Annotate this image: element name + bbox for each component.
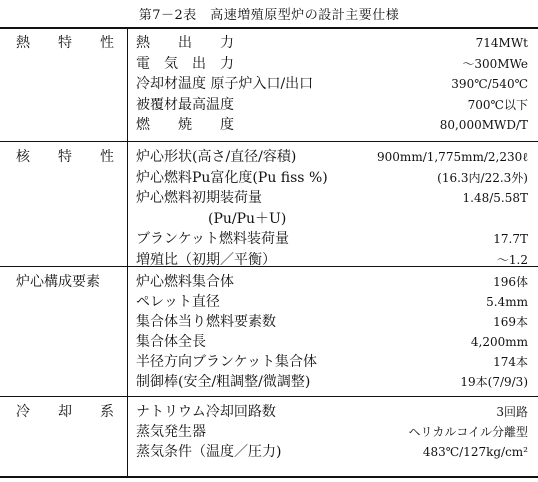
row-value: 3回路	[496, 405, 528, 419]
row-value: 17.7T	[493, 232, 528, 246]
row-item: 炉心燃料集合体	[136, 274, 234, 290]
row-value: 700℃以下	[467, 97, 528, 112]
row-item: 集合体当り燃料要素数	[136, 314, 276, 330]
table-row	[0, 95, 538, 116]
row-value: 19本(7/9/3)	[460, 375, 528, 389]
table-row	[0, 54, 538, 75]
row-item: 被覆材最高温度	[136, 96, 234, 113]
row-value: 483℃/127kg/cm²	[422, 445, 528, 459]
row-value: 169本	[493, 315, 528, 329]
table-row	[0, 74, 538, 95]
row-value: 4,200mm	[470, 335, 528, 349]
row-item: (Pu/Pu＋U)	[208, 210, 287, 227]
row-value: (16.3内/22.3外)	[437, 170, 528, 185]
group-nuclear	[0, 147, 538, 270]
row-value: 80,000MWD/T	[439, 118, 528, 132]
row-item: 炉心燃料Pu富化度(Pu fiss %)	[136, 169, 328, 186]
group-separator	[0, 396, 538, 397]
row-item: 制御棒(安全/粗調整/微調整)	[136, 374, 311, 390]
row-item: 増殖比（初期／平衡）	[136, 251, 276, 268]
table-caption: 第7－2表 高速増殖原型炉の設計主要仕様	[138, 8, 400, 23]
group-label: 冷 却 系	[16, 404, 114, 420]
row-item: 炉心燃料初期装荷量	[136, 190, 262, 206]
row-value: 390℃/540℃	[451, 77, 528, 91]
table-row	[0, 147, 538, 168]
table-row	[0, 332, 538, 352]
row-item: 燃 焼 度	[136, 117, 234, 133]
row-value: ヘリカルコイル分離型	[408, 425, 528, 439]
table-row	[0, 168, 538, 189]
table-row	[0, 272, 538, 292]
group-core-components	[0, 272, 538, 392]
row-item: ペレット直径	[136, 294, 220, 310]
table-row	[0, 402, 538, 422]
row-item: 集合体全長	[136, 334, 206, 350]
group-thermal	[0, 33, 538, 136]
group-label: 核 特 性	[16, 149, 114, 165]
row-item: 熱 出 力	[136, 35, 234, 51]
table-row	[0, 33, 538, 54]
row-item: 蒸気条件（温度／圧力)	[136, 444, 282, 460]
table-row	[0, 312, 538, 332]
table-row	[0, 115, 538, 136]
row-item: 電 気 出 力	[136, 55, 234, 72]
row-value: 900mm/1,775mm/2,230ℓ	[377, 150, 528, 164]
row-item: 炉心形状(高さ/直径/容積)	[136, 149, 297, 165]
row-item: 蒸気発生器	[136, 424, 206, 440]
row-item: 冷却材温度 原子炉入口/出口	[136, 76, 314, 92]
table-row	[0, 229, 538, 250]
group-separator	[0, 141, 538, 142]
table-row	[0, 442, 538, 462]
table-row	[0, 372, 538, 392]
table-row	[0, 250, 538, 271]
table-row	[0, 188, 538, 209]
row-value: 174本	[493, 355, 528, 369]
table-row	[0, 292, 538, 312]
row-item: 半径方向ブランケット集合体	[136, 354, 318, 370]
table-bottom-rule	[0, 476, 538, 478]
row-value: 5.4mm	[486, 295, 528, 309]
row-item: ブランケット燃料装荷量	[136, 231, 290, 247]
table-top-rule	[0, 27, 538, 29]
row-item: ナトリウム冷却回路数	[136, 404, 276, 420]
table-row	[0, 352, 538, 372]
row-value: 1.48/5.58T	[462, 191, 528, 205]
row-value: ～300MWe	[462, 56, 528, 71]
group-cooling-system	[0, 402, 538, 462]
group-label: 炉心構成要素	[16, 274, 100, 290]
row-value: ～1.2	[496, 252, 528, 267]
table-row	[0, 209, 538, 230]
group-label: 熱 特 性	[16, 35, 114, 51]
row-value: 714MWt	[475, 36, 528, 50]
row-value: 196体	[493, 275, 528, 289]
table-row	[0, 422, 538, 442]
